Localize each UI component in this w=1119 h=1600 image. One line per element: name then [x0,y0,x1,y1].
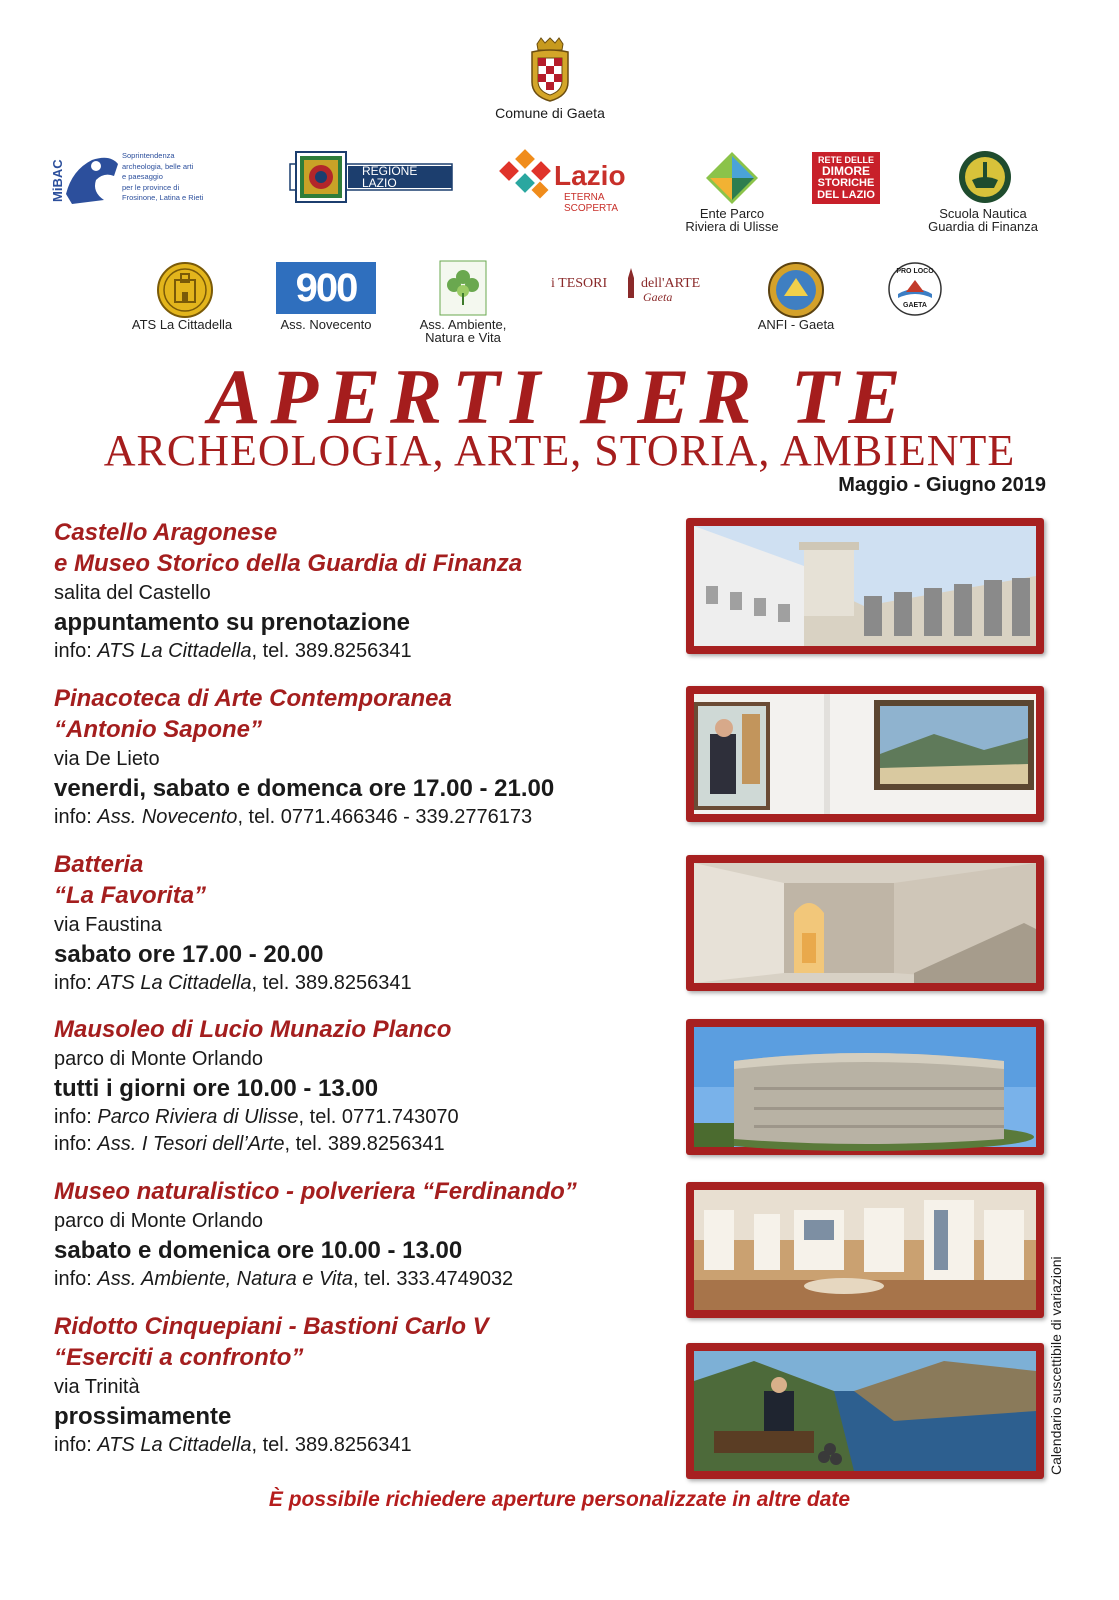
entry-info: info: Ass. I Tesori dell’Arte, tel. 389.8256341 [54,1133,445,1155]
info-org: Ass. Novecento [97,806,238,828]
mibac-line: e paesaggio [122,172,163,181]
entry-hours: venerdi, sabato e domenca ore 17.00 - 21.00 [54,775,555,802]
ats-caption: ATS La Cittadella [131,317,233,332]
info-org: Ass. Ambiente, Natura e Vita [97,1268,354,1290]
entry-title: Ridotto Cinquepiani - Bastioni Carlo V [54,1313,489,1340]
tesori-right: dell'ARTE [641,276,701,291]
ambiente-line: Natura e Vita [425,330,501,345]
info-org: Parco Riviera di Ulisse [97,1106,299,1128]
ente-parco-line: Riviera di Ulisse [685,219,779,234]
info-org: ATS La Cittadella [97,972,252,994]
novecento-logo [276,262,376,314]
photo-castello [686,518,1044,654]
scuola-nautica-line: Scuola Nautica [939,206,1027,221]
entry-info: info: Ass. Novecento, tel. 0771.466346 - 339.2776173 [54,806,533,828]
entry-title: Museo naturalistico - polveriera “Ferdinando” [54,1178,577,1205]
entry-address: via Trinità [54,1376,140,1398]
scuola-nautica-line: Guardia di Finanza [928,219,1038,234]
entry-castello [54,517,674,665]
entry-hours: sabato e domenica ore 10.00 - 13.00 [54,1237,463,1264]
gaeta-crest-icon [527,38,573,102]
ente-parco-line: Ente Parco [699,206,765,221]
entry-title: Pinacoteca di Arte Contemporanea [54,685,452,712]
novecento-caption: Ass. Novecento [280,317,372,332]
entry-title: “La Favorita” [54,882,207,909]
entry-address: parco di Monte Orlando [54,1210,264,1232]
entry-title: Batteria [54,851,144,878]
entry-info: info: ATS La Cittadella, tel. 389.8256341 [54,640,412,662]
period-label: Maggio - Giugno 2019 [838,474,1046,496]
proloco-icon [888,262,942,316]
entry-title: “Eserciti a confronto” [54,1344,304,1371]
entry-info: info: Ass. Ambiente, Natura e Vita, tel. 333.4749032 [54,1268,514,1290]
photo-ridotto [686,1343,1044,1479]
anfi-icon [768,262,824,318]
dimore-storiche-logo [812,152,880,204]
entry-title: e Museo Storico della Guardia di Finanza [54,550,523,577]
ambiente-natura-icon [440,261,486,315]
dimore-line: STORICHE [817,177,875,189]
regione-lazio-logo [290,150,452,204]
regione-line1: REGIONE [362,164,418,178]
lazio-word: Lazio [554,160,626,191]
mibac-mark: MiBAC [50,159,65,202]
entry-info: info: Parco Riviera di Ulisse, tel. 0771.743070 [54,1106,459,1128]
entry-pinacoteca [54,683,674,831]
entry-title: Castello Aragonese [54,519,278,546]
anfi-caption: ANFI - Gaeta [757,317,835,332]
entry-ridotto [54,1311,674,1459]
entry-address: via Faustina [54,914,162,936]
info-org: ATS La Cittadella [97,640,252,662]
proloco-top: PRO LOCO [896,268,934,275]
entry-hours: sabato ore 17.00 - 20.00 [54,941,324,968]
ats-cittadella-icon [157,262,213,318]
photo-mausoleo [686,1019,1044,1155]
tesori-script: Gaeta [643,290,673,304]
mibac-line: Frosinone, Latina e Rieti [122,193,204,202]
entry-mausoleo [54,1014,674,1158]
entry-info: info: ATS La Cittadella, tel. 389.8256341 [54,1434,412,1456]
ente-parco-icon [706,152,758,204]
regione-line2: LAZIO [362,176,397,190]
entry-batteria [54,849,674,997]
side-note: Calendario suscettibile di variazioni [1048,1256,1064,1475]
lazio-eterna-logo [500,150,650,214]
comune-caption: Comune di Gaeta [495,105,605,121]
dimore-line: RETE DELLE [817,155,874,165]
photo-pinacoteca [686,686,1044,822]
entry-title: “Antonio Sapone” [54,716,262,743]
dimore-line: DIMORE [822,164,870,178]
entry-hours: tutti i giorni ore 10.00 - 13.00 [54,1075,379,1102]
entry-address: via De Lieto [54,748,160,770]
entry-title: Mausoleo di Lucio Munazio Planco [54,1016,452,1043]
mibac-logo [52,150,222,206]
dimore-line: DEL LAZIO [817,189,875,201]
entry-address: salita del Castello [54,582,211,604]
novecento-mark: 900 [295,266,357,310]
mibac-line: per le province di [122,182,180,192]
footer-note: È possibile richiedere aperture personalizzate in altre date [268,1488,851,1511]
tesori-arte-logo [551,268,721,308]
photo-batteria [686,855,1044,991]
scuola-nautica-icon [958,150,1012,204]
photo-museo-naturalistico [686,1182,1044,1318]
mibac-line: archeologia, belle arti [122,161,194,171]
mibac-line: Soprintendenza [122,151,175,160]
proloco-bottom: GAETA [903,302,927,309]
main-title: APERTI PER TE [208,353,911,440]
entry-museo-naturalistico [54,1176,674,1293]
entry-info: info: ATS La Cittadella, tel. 389.8256341 [54,972,412,994]
info-org: Ass. I Tesori dell’Arte [97,1133,285,1155]
tesori-left: i TESORI [551,276,608,291]
entry-hours: prossimamente [54,1403,232,1430]
lazio-tag: ETERNA SCOPERTA [564,192,619,214]
subtitle: ARCHEOLOGIA, ARTE, STORIA, AMBIENTE [103,426,1016,475]
ambiente-line: Ass. Ambiente, [419,317,507,332]
info-org: ATS La Cittadella [97,1434,252,1456]
entry-hours: appuntamento su prenotazione [54,609,411,636]
entry-address: parco di Monte Orlando [54,1048,264,1070]
